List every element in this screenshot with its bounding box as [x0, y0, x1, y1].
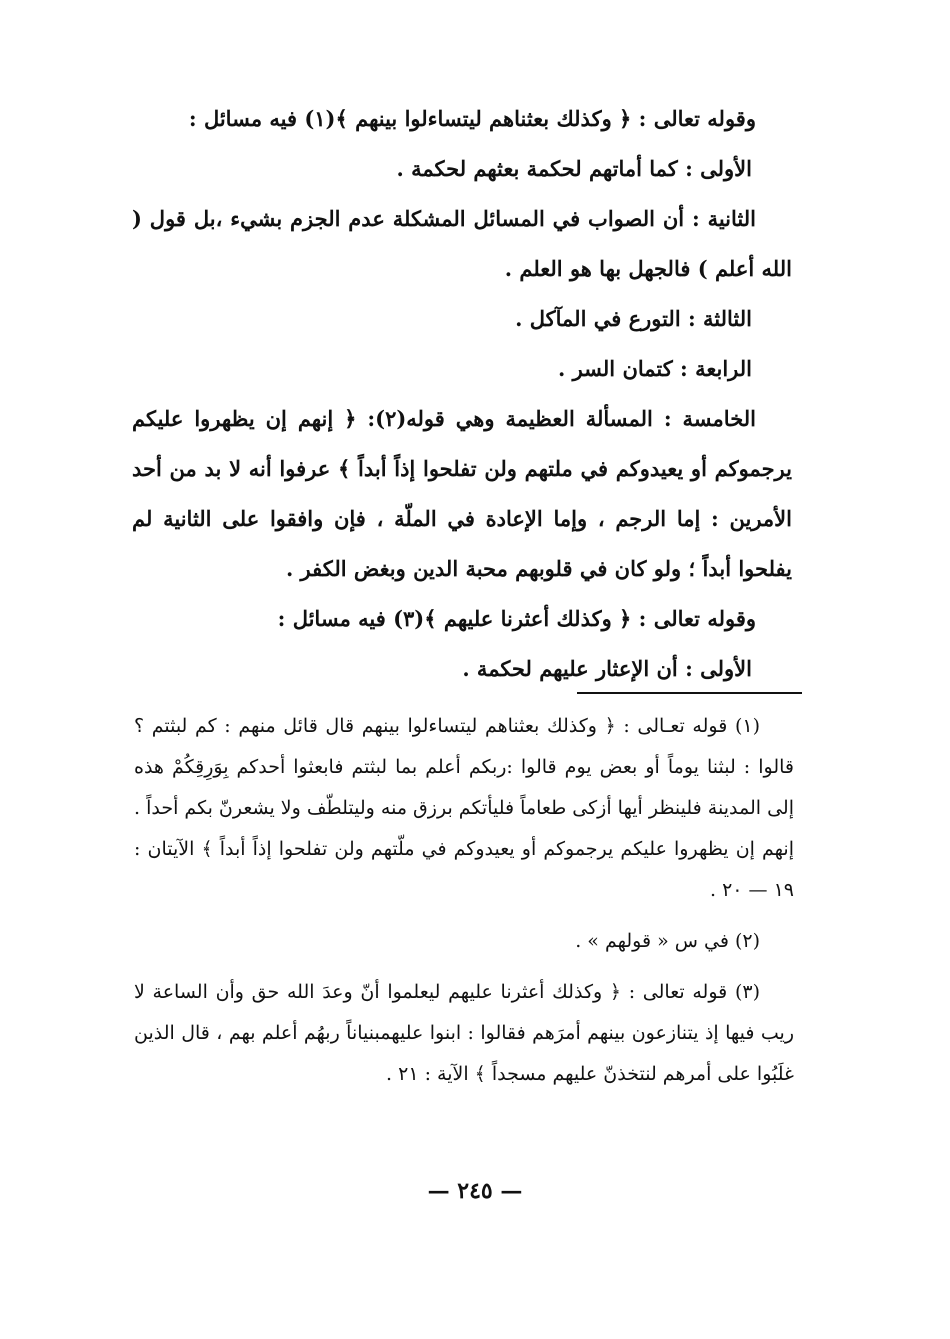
issue-5-fifth: الخامسة : المسألة العظيمة وهي قوله(٢): ﴿ إنهم إن يظهروا عليكم يرجموكم أو يعيدوكم في ملتهم ولن تفلحوا إذاً أبداً ﴾ عرفوا أنه لا بد من أحد الأمرين : إما الرجم ، وإما الإعادة في الملّة ، فإن وافقوا على الثانية لم يفلحوا أبداً ؛ ولو كان في قلوبهم محبة الدين وبغض الكفر . — [132, 406, 792, 581]
verse-2-intro: وقوله تعالى : ﴿ وكذلك أعثرنا عليهم ﴾(٣) فيه مسائل : — [277, 606, 756, 631]
issue-1-first: الأولى : كما أماتهم لحكمة بعثهم لحكمة . — [396, 156, 752, 181]
verse-1-intro: وقوله تعالى : ﴿ وكذلك بعثناهم ليتساءلوا بينهم ﴾(١) فيه مسائل : — [188, 106, 756, 131]
footnote-2: (٢) في س « قولهم » . — [575, 930, 760, 952]
issue-4-fourth: الرابعة : كتمان السر . — [557, 356, 752, 381]
paragraph-verse-1 — [132, 94, 792, 144]
issue-2-second: الثانية : أن الصواب في المسائل المشكلة عدم الجزم بشيء ،بل قول ( الله أعلم ) فالجهل بها هو العلم . — [132, 206, 792, 281]
footnotes — [134, 706, 794, 1095]
footnote-divider — [577, 692, 802, 694]
paragraph-verse-2 — [132, 594, 792, 644]
footnote-1: (١) قوله تعـالى : ﴿ وكذلك بعثناهم ليتساءلوا بينهم قال قائل منهم : كم لبثتم ؟قالوا : لبثنا يوماً أو بعض يوم قالوا :ربكم أعلم بما لبثتم فابعثوا أحدكم بِوَرِقِكُمْ هذه إلى المدينة فلينظر أيها أزكى طعاماً فليأتكم برزق منه وليتلطّف ولا يشعرنّ بكم أحداً . إنهم إن يظهروا عليكم يرجموكم أو يعيدوكم في ملّتهم ولن تفلحوا إذاً أبداً ﴾ الآيتان : ١٩ — ٢٠ . — [134, 715, 794, 901]
main-text — [132, 94, 792, 694]
page-number: — ٢٤٥ — — [427, 1178, 523, 1204]
footnote-3: (٣) قوله تعالى : ﴿ وكذلك أعثرنا عليهم ليعلموا أنّ وعدَ الله حق وأن الساعة لا ريب فيها إذ يتنازعون بينهم أمرَهم فقالوا : ابنوا عليهمبنياناً ربهُم أعلم بهم ، قال الذين غلَبُوا على أمرهم لنتخذنّ عليهم مسجداً ﴾ الآية : ٢١ . — [134, 981, 794, 1085]
issue-3-third: الثالثة : التورع في المآكل . — [515, 306, 752, 331]
verse-2-issue-1: الأولى : أن الإعثار عليهم لحكمة . — [462, 656, 752, 681]
